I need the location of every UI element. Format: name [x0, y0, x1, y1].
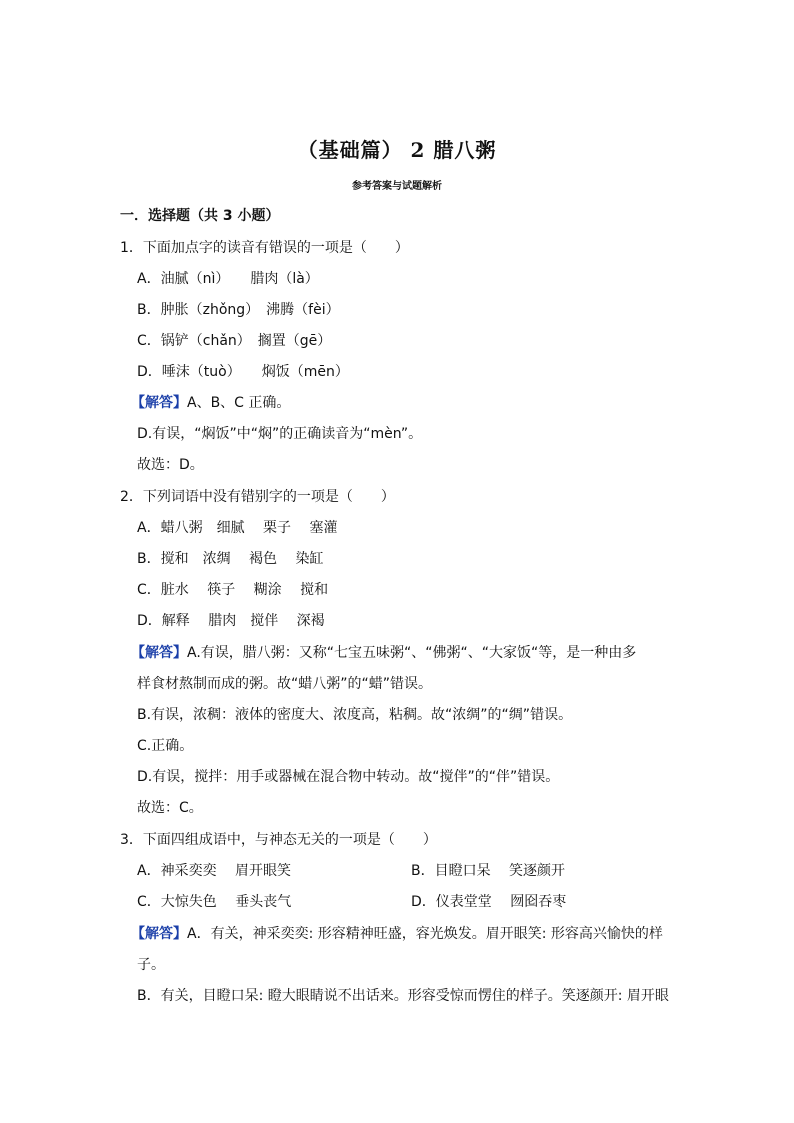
q1-answer-line: 故选：D。 — [137, 457, 204, 473]
q3-option-a: A．神采奕奕 眉开眼笑 — [137, 863, 292, 879]
q1-answer-tag: 【解答】 — [131, 395, 187, 411]
q3-stem: 3．下面四组成语中，与神态无关的一项是（ ） — [120, 832, 437, 848]
q2-answer-line: C.正确。 — [137, 738, 194, 754]
document-subtitle: 参考答案与试题解析 — [352, 181, 442, 192]
q2-answer-line: 故选：C。 — [137, 800, 203, 816]
q1-answer — [131, 394, 290, 412]
q3-option-b: B．目瞪口呆 笑逐颜开 — [411, 863, 566, 879]
q2-option-d: D．解释 腊肉 搅伴 深褐 — [137, 613, 325, 629]
q2-answer-line: 样食材熬制而成的粥。故“蜡八粥”的“蜡”错误。 — [137, 676, 433, 692]
q2-stem: 2．下列词语中没有错别字的一项是（ ） — [120, 489, 395, 505]
section-heading: 一．选择题（共 3 小题） — [120, 208, 280, 224]
q2-answer-line: D.有误，搅拌：用手或器械在混合物中转动。故“搅伴”的“伴”错误。 — [137, 769, 560, 785]
q3-answer — [131, 925, 663, 943]
q3-answer-tag: 【解答】 — [131, 926, 187, 942]
q2-answer-line: A.有误，腊八粥：又称“七宝五味粥“、“佛粥“、“大家饭“等，是一种由多 — [187, 645, 637, 661]
q3-option-d: D．仪表堂堂 囫囵吞枣 — [411, 894, 567, 910]
q1-option-b: B．肿胀（zhǒng） 沸腾（fèi） — [137, 302, 340, 318]
q1-option-d: D．唾沫（tuò） 焖饭（mēn） — [137, 364, 349, 380]
q1-option-a: A．油腻（nì） 腊肉（là） — [137, 271, 319, 287]
q2-option-b: B．搅和 浓绸 褐色 染缸 — [137, 551, 324, 567]
q1-answer-line: A、B、C 正确。 — [187, 395, 291, 411]
q2-option-c: C．脏水 筷子 糊涂 搅和 — [137, 582, 329, 598]
q3-option-c: C．大惊失色 垂头丧气 — [137, 894, 292, 910]
q1-option-c: C．锅铲（chǎn） 搁置（gē） — [137, 333, 332, 349]
q2-answer — [131, 644, 636, 662]
q3-answer-line: 子。 — [137, 957, 165, 973]
q3-answer-line: A．有关，神采奕奕: 形容精神旺盛，容光焕发。眉开眼笑: 形容高兴愉快的样 — [187, 926, 663, 942]
q2-answer-tag: 【解答】 — [131, 645, 187, 661]
q1-stem: 1．下面加点字的读音有错误的一项是（ ） — [120, 240, 409, 256]
q1-answer-line: D.有误，“焖饭”中“焖”的正确读音为“mèn”。 — [137, 426, 423, 442]
q2-option-a: A．蜡八粥 细腻 栗子 塞灌 — [137, 520, 338, 536]
q2-answer-line: B.有误，浓稠：液体的密度大、浓度高，粘稠。故“浓绸”的“绸”错误。 — [137, 707, 573, 723]
q3-answer-line: B．有关，目瞪口呆: 瞪大眼睛说不出话来。形容受惊而愣住的样子。笑逐颜开: 眉开眼 — [137, 988, 669, 1004]
document-title: （基础篇） 2 腊八粥 — [297, 138, 497, 162]
